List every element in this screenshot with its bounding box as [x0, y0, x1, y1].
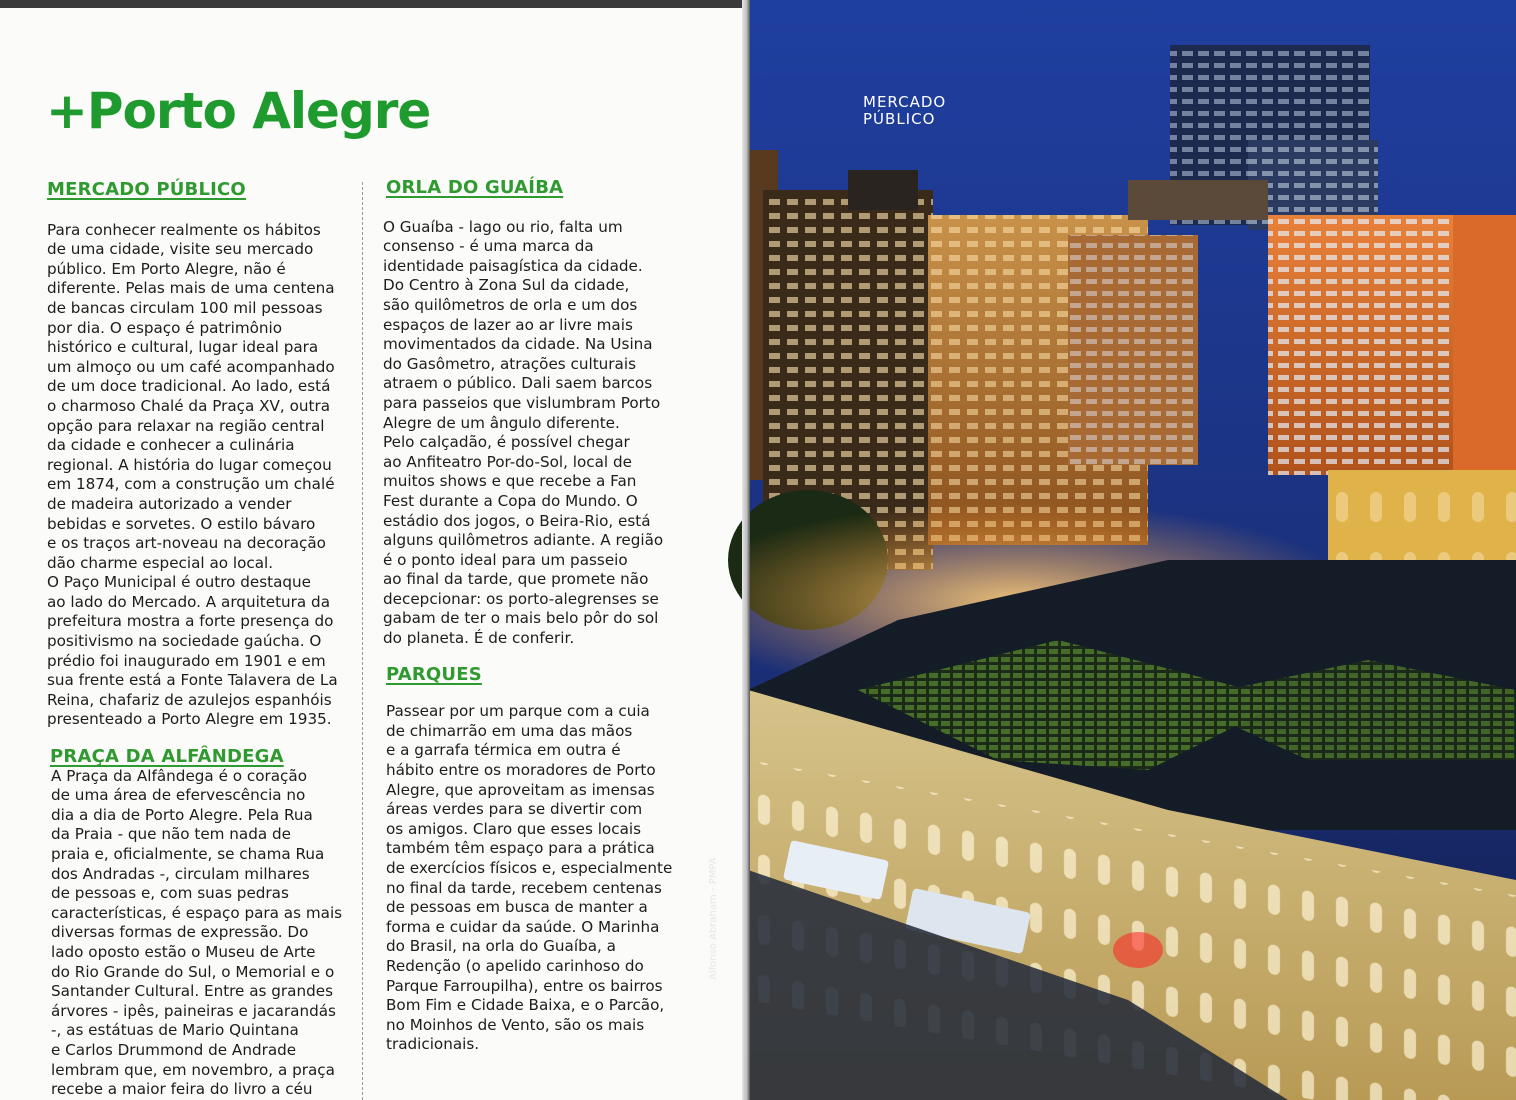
section-text-orla-do-guaiba: O Guaíba - lago ou rio, falta um consenso - é uma marca da identidade paisagística da cidade. Do Centro à Zona Sul da cidade, são quilômetros de orla e um dos espaços de lazer ao ar livre mais movimentados da cidade. Na Usina do Gasômetro, atrações culturais atraem o público. Dali saem barcos para passeios que vislumbram Porto Alegre de um ângulo diferente. Pelo calçadão, é possível chegar ao Anfiteatro Por-do-Sol, local de muitos shows e que recebe a Fan Fest durante a Copa do Mundo. O estádio dos jogos, o Beira-Rio, está alguns quilômetros adiante. A região é o ponto ideal para um passeio ao final da tarde, que promete não decepcionar: os porto-alegrenses se gabam de ter o mais belo pôr do sol do planeta. É de conferir. [383, 217, 664, 648]
column-right [383, 178, 683, 1055]
section-text-praca-da-alfandega: A Praça da Alfândega é o coração de uma área de efervescência no dia a dia de Porto Alegre. Pela Rua da Praia - que não tem nada de praia e, oficialmente, se chama Rua dos Andradas -, circulam milhares de pessoas e, com suas pedras características, é espaço para as mais diversas formas de expressão. Do lado oposto estão o Museu de Arte do Rio Grande do Sul, o Memorial e o Santander Cultural. Entre as grandes árvores - ipês, paineiras e jacarandás -, as estátuas de Mario Quintana e Carlos Drummond de Andrade lembram que, em novembro, a praça recebe a maior feira do livro a céu [51, 766, 343, 1099]
photo-caption: MERCADO PÚBLICO [863, 93, 947, 128]
section-text-mercado-publico: Para conhecer realmente os hábitos de uma cidade, visite seu mercado público. Em Porto Alegre, não é diferente. Pelas mais de uma centena de bancas circulam 100 mil pessoas por dia. O espaço é patrimônio histórico e cultural, lugar ideal para um almoço ou um café acompanhado de um doce tradicional. Ao lado, está o charmoso Chalé da Praça XV, outra opção para relaxar na região central da cidade e conhecer a culinária regional. A história do lugar começou em 1874, com a construção um chalé de madeira autorizado a vender bebidas e sorvetes. O estilo bávaro e os traços art-noveau na decoração dão charme especial ao local. O Paço Municipal é outro destaque ao lado do Mercado. A arquitetura da prefeitura mostra a forte presença do positivismo na sociedade gaúcha. O prédio foi inaugurado em 1901 e em sua frente está a Fonte Talavera de La Reina, chafariz de azulejos espanhóis presenteado a Porto Alegre em 1935. [47, 220, 338, 729]
page-title: +Porto Alegre [46, 82, 431, 140]
section-text-parques: Passear por um parque com a cuia de chimarrão em uma das mãos e a garrafa térmica em outra é hábito entre os moradores de Porto Alegre, que aproveitam as imensas áreas verdes para se divertir com os amigos. Claro que esses locais também têm espaço para a prática de exercícios físicos e, especialmente no final da tarde, recebem centenas de pessoas em busca de manter a forma e cuidar da saúde. O Marinha do Brasil, na orla do Guaíba, a Redenção (o apelido carinhoso do Parque Farroupilha), entre os bairros Bom Fim e Cidade Baixa, e o Parcão, no Moinhos de Vento, são os mais tradicionais. [386, 702, 673, 1054]
section-heading-praca-da-alfandega: PRAÇA DA ALFÂNDEGA [50, 746, 284, 768]
mercado-publico-night-photo [748, 0, 1516, 1100]
book-spine [742, 0, 750, 1100]
top-edge-strip [0, 0, 748, 8]
column-left [47, 180, 347, 1100]
right-page-photo [708, 0, 1516, 1100]
column-divider [362, 182, 363, 1100]
section-heading-orla-do-guaiba: ORLA DO GUAÍBA [386, 177, 564, 198]
left-page [0, 0, 748, 1100]
section-heading-parques: PARQUES [386, 663, 482, 685]
photo-credit: Alfonso Abraham - PMPA [708, 857, 719, 980]
section-heading-mercado-publico: MERCADO PÚBLICO [47, 179, 246, 200]
